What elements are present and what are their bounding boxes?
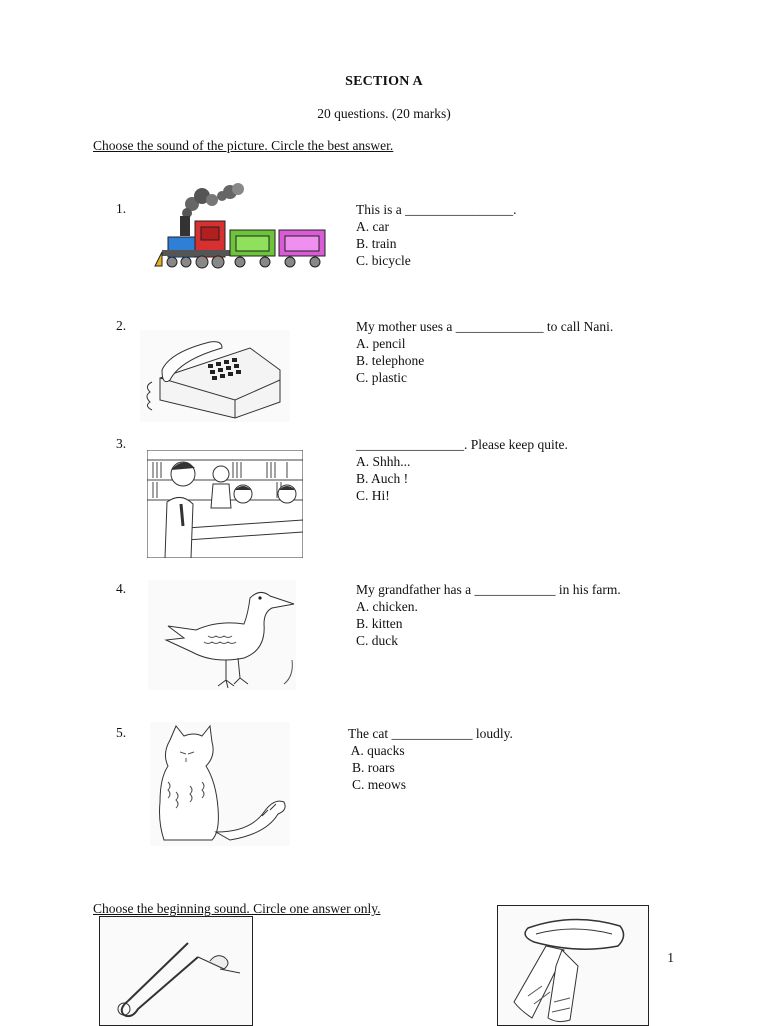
- option-a[interactable]: A. chicken.: [356, 599, 418, 614]
- section-b-instruction: Choose the beginning sound. Circle one answer only.: [93, 901, 381, 916]
- telephone-picture: [140, 330, 290, 422]
- question-stem: My grandfather has a ____________ in his farm.: [356, 582, 621, 597]
- cat-picture: [150, 722, 290, 846]
- library-picture: [147, 450, 303, 558]
- train-picture: [150, 182, 330, 272]
- question-stem: ________________. Please keep quite.: [356, 437, 568, 452]
- question-stem: My mother uses a _____________ to call Nani.: [356, 319, 614, 334]
- option-a[interactable]: A. quacks: [348, 743, 405, 758]
- option-c[interactable]: C. meows: [352, 777, 406, 792]
- option-a[interactable]: A. pencil: [356, 336, 406, 351]
- question-2-text: [356, 318, 613, 386]
- option-b[interactable]: B. Auch !: [356, 471, 409, 486]
- option-b[interactable]: B. telephone: [356, 353, 425, 368]
- section-title: SECTION A: [345, 74, 423, 89]
- question-number: 3.: [116, 436, 127, 451]
- question-3-text: [356, 436, 568, 504]
- option-b[interactable]: B. kitten: [356, 616, 403, 631]
- section-subtitle: 20 questions. (20 marks): [317, 106, 451, 121]
- option-c[interactable]: C. duck: [356, 633, 398, 648]
- question-number: 2.: [116, 318, 127, 333]
- question-number: 1.: [116, 201, 127, 216]
- safety-pin-picture: [99, 916, 253, 1026]
- option-c[interactable]: C. Hi!: [356, 488, 390, 503]
- option-b[interactable]: B. train: [356, 236, 397, 251]
- option-a[interactable]: A. car: [356, 219, 389, 234]
- option-c[interactable]: C. plastic: [356, 370, 407, 385]
- question-stem: The cat ____________ loudly.: [348, 726, 513, 741]
- necktie-picture: [497, 905, 649, 1026]
- question-number: 4.: [116, 581, 127, 596]
- option-a[interactable]: A. Shhh...: [356, 454, 411, 469]
- page-number: 1: [667, 950, 674, 965]
- question-1-text: [356, 201, 517, 269]
- question-4-text: [356, 581, 621, 649]
- question-stem: This is a ________________.: [356, 202, 517, 217]
- option-b[interactable]: B. roars: [352, 760, 395, 775]
- question-number: 5.: [116, 725, 127, 740]
- question-5-text: [348, 725, 513, 793]
- duck-picture: [148, 580, 296, 690]
- section-instruction: Choose the sound of the picture. Circle the best answer.: [93, 138, 394, 153]
- option-c[interactable]: C. bicycle: [356, 253, 411, 268]
